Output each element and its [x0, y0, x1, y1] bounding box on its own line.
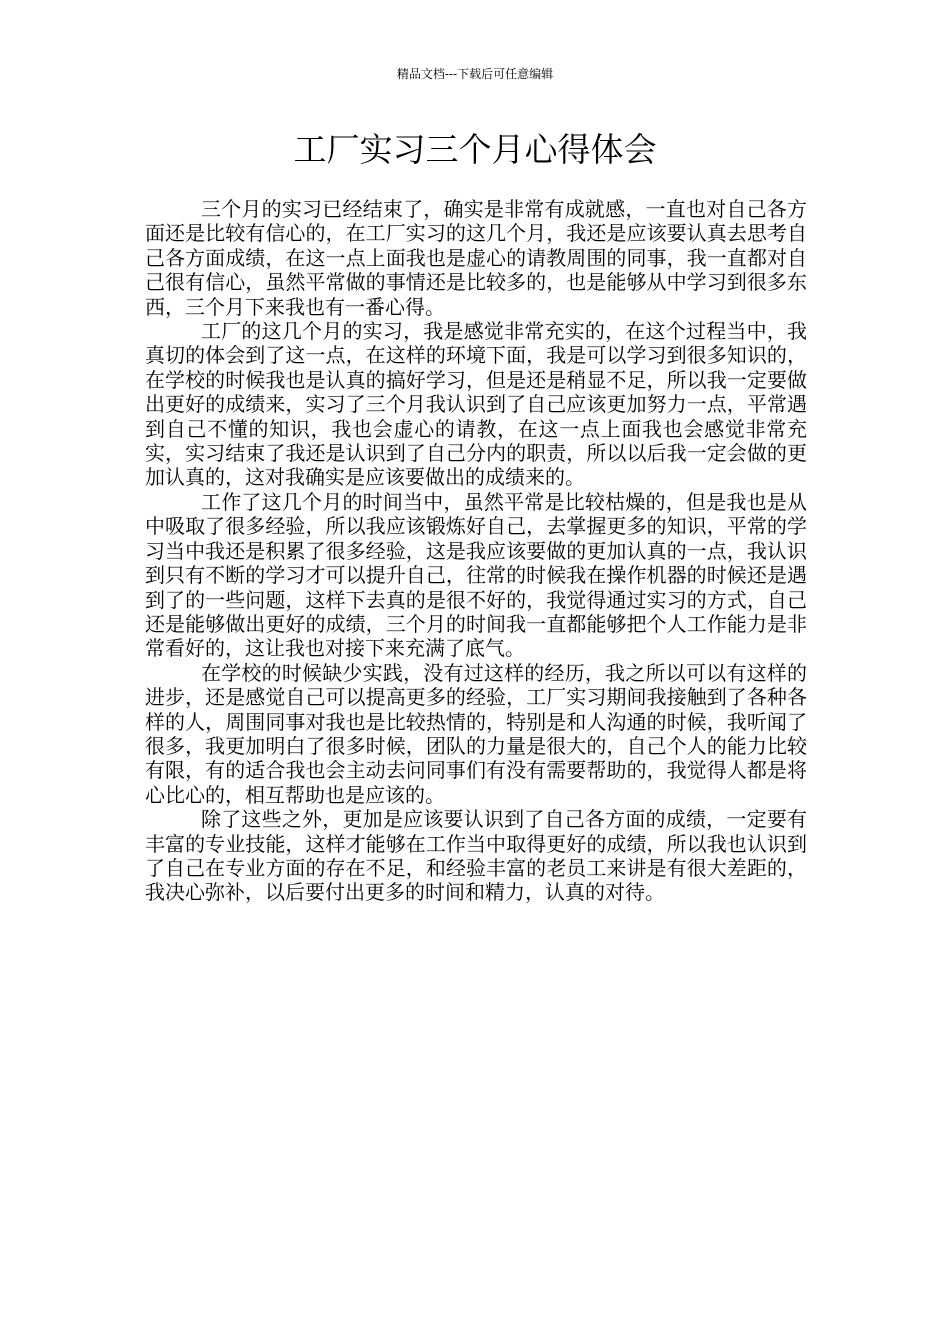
paragraph-1: 三个月的实习已经结束了，确实是非常有成就感，一直也对自己各方面还是比较有信心的，在工厂实习的这几个月，我还是应该要认真去思考自己各方面成绩，在这一点上面我也是虚心的请教周围的同事，我一直都对自己很有信心，虽然平常做的事情还是比较多的，也是能够从中学习到很多东西，三个月下来我也有一番心得。 — [145, 197, 807, 319]
header-note: 精品文档---下载后可任意编辑 — [396, 67, 554, 81]
document-title: 工厂实习三个月心得体会 — [293, 130, 657, 169]
paragraph-3: 工作了这几个月的时间当中，虽然平常是比较枯燥的，但是我也是从中吸取了很多经验，所以我应该锻炼好自己，去掌握更多的知识，平常的学习当中我还是积累了很多经验，这是我应该要做的更加认真的一点，我认识到只有不断的学习才可以提升自己，往常的时候我在操作机器的时候还是遇到了的一些问题，这样下去真的是很不好的，我觉得通过实习的方式，自己还是能够做出更好的成绩，三个月的时间我一直都能够把个人工作能力是非常看好的，这让我也对接下来充满了底气。 — [145, 489, 807, 661]
paragraph-2: 工厂的这几个月的实习，我是感觉非常充实的，在这个过程当中，我真切的体会到了这一点，在这样的环境下面，我是可以学习到很多知识的，在学校的时候我也是认真的搞好学习，但是还是稍显不足，所以我一定要做出更好的成绩来，实习了三个月我认识到了自己应该更加努力一点，平常遇到自己不懂的知识，我也会虚心的请教，在这一点上面我也会感觉非常充实，实习结束了我还是认识到了自己分内的职责，所以以后我一定会做的更加认真的，这对我确实是应该要做出的成绩来的。 — [145, 319, 807, 490]
document-body — [145, 197, 807, 905]
paragraph-5: 除了这些之外，更加是应该要认识到了自己各方面的成绩，一定要有丰富的专业技能，这样才能够在工作当中取得更好的成绩，所以我也认识到了自己在专业方面的存在不足，和经验丰富的老员工来讲是有很大差距的，我决心弥补，以后要付出更多的时间和精力，认真的对待。 — [145, 807, 807, 905]
paragraph-4: 在学校的时候缺少实践，没有过这样的经历，我之所以可以有这样的进步，还是感觉自己可以提高更多的经验，工厂实习期间我接触到了各种各样的人，周围同事对我也是比较热情的，特别是和人沟通的时候，我听闻了很多，我更加明白了很多时候，团队的力量是很大的，自己个人的能力比较有限，有的适合我也会主动去问同事们有没有需要帮助的，我觉得人都是将心比心的，相互帮助也是应该的。 — [145, 660, 807, 807]
